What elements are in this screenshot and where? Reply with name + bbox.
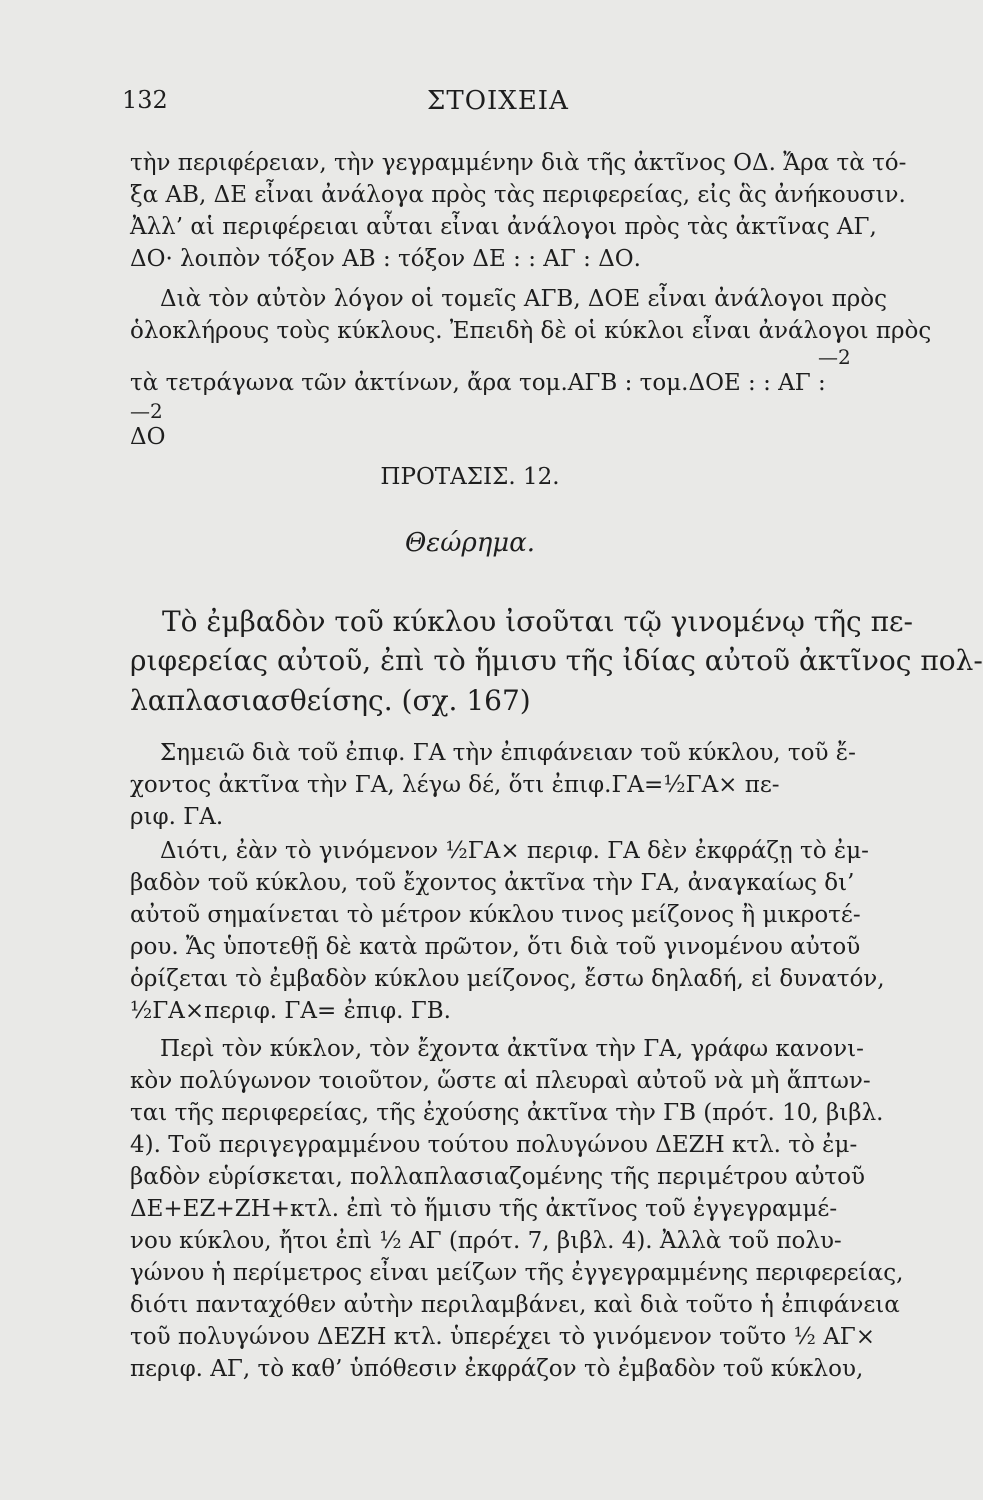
text-line: αὐτοῦ σημαίνεται τὸ μέτρον κύκλου τινος μείζονος ἢ μικροτέ- bbox=[130, 902, 861, 928]
text-line: Ἀλλ’ αἱ περιφέρειαι αὗται εἶναι ἀνάλογοι πρὸς τὰς ἀκτῖνας ΑΓ, bbox=[130, 214, 877, 240]
text-line: τοῦ πολυγώνου ΔΕΖΗ κτλ. ὑπερέχει τὸ γινόμενον τοῦτο ½ ΑΓ× bbox=[130, 1324, 876, 1350]
text-line: ὁρίζεται τὸ ἐμβαδὸν κύκλου μείζονος, ἔστω δηλαδή, εἰ δυνατόν, bbox=[130, 966, 885, 992]
text-line: ΔΟ bbox=[130, 424, 166, 450]
text-line: Διότι, ἐὰν τὸ γινόμενον ½ΓΑ× περιφ. ΓΑ δὲν ἐκφράζῃ τὸ ἐμ- bbox=[160, 838, 869, 864]
text-line: Περὶ τὸν κύκλον, τὸν ἔχοντα ἀκτῖνα τὴν ΓΑ, γράφω κανονι- bbox=[160, 1036, 864, 1062]
text-line: Διὰ τὸν αὐτὸν λόγον οἱ τομεῖς ΑΓΒ, ΔΟΕ εἶναι ἀνάλογοι πρὸς bbox=[160, 286, 888, 312]
text-line: ρου. Ἄς ὑποτεθῇ δὲ κατὰ πρῶτον, ὅτι διὰ τοῦ γινομένου αὐτοῦ bbox=[130, 934, 861, 960]
text-line: ται τῆς περιφερείας, τῆς ἐχούσης ἀκτῖνα τὴν ΓΒ (πρότ. 10, βιβλ. bbox=[130, 1100, 884, 1126]
text-line: διότι πανταχόθεν αὐτὴν περιλαμβάνει, καὶ διὰ τοῦτο ἡ ἐπιφάνεια bbox=[130, 1292, 900, 1318]
overline-mark: —2 bbox=[130, 399, 163, 423]
statement-line: ριφερείας αὐτοῦ, ἐπὶ τὸ ἥμισυ τῆς ἰδίας αὐτοῦ ἀκτῖνος πολ- bbox=[130, 644, 983, 677]
text-line: περιφ. ΑΓ, τὸ καθ’ ὑπόθεσιν ἐκφράζον τὸ ἐμβαδὸν τοῦ κύκλου, bbox=[130, 1356, 864, 1382]
text-line: 4). Τοῦ περιγεγραμμένου τούτου πολυγώνου ΔΕΖΗ κτλ. τὸ ἐμ- bbox=[130, 1132, 858, 1158]
text-line: τὴν περιφέρειαν, τὴν γεγραμμένην διὰ τῆς ἀκτῖνος ΟΔ. Ἄρα τὰ τό- bbox=[130, 150, 907, 176]
page-number: 132 bbox=[122, 86, 168, 114]
text-line: ΔΕ+ΕΖ+ΖΗ+κτλ. ἐπὶ τὸ ἥμισυ τῆς ἀκτῖνος τοῦ ἐγγεγραμμέ- bbox=[130, 1196, 838, 1222]
running-title: ΣΤΟΙΧΕΙΑ bbox=[427, 86, 569, 116]
text-line: τὰ τετράγωνα τῶν ἀκτίνων, ἄρα τομ.ΑΓΒ : τομ.ΔΟΕ : : ΑΓ : bbox=[130, 370, 826, 396]
text-line: Σημειῶ διὰ τοῦ ἐπιφ. ΓΑ τὴν ἐπιφάνειαν τοῦ κύκλου, τοῦ ἔ- bbox=[160, 740, 856, 766]
page-header bbox=[122, 86, 882, 122]
text-line: γώνου ἡ περίμετρος εἶναι μείζων τῆς ἐγγεγραμμένης περιφερείας, bbox=[130, 1260, 904, 1286]
text-line: ½ΓΑ×περιφ. ΓΑ= ἐπιφ. ΓΒ. bbox=[130, 998, 451, 1024]
text-line: βαδὸν τοῦ κύκλου, τοῦ ἔχοντος ἀκτῖνα τὴν ΓΑ, ἀναγκαίως δι’ bbox=[130, 870, 855, 896]
text-line: ὁλοκλήρους τοὺς κύκλους. Ἐπειδὴ δὲ οἱ κύκλοι εἶναι ἀνάλογοι πρὸς bbox=[130, 318, 932, 344]
statement-line: Τὸ ἐμβαδὸν τοῦ κύκλου ἰσοῦται τῷ γινομένῳ τῆς πε- bbox=[162, 605, 913, 638]
proposition-subheading: Θεώρημα. bbox=[404, 528, 536, 558]
text-line: νου κύκλου, ἤτοι ἐπὶ ½ ΑΓ (πρότ. 7, βιβλ. 4). Ἀλλὰ τοῦ πολυ- bbox=[130, 1228, 842, 1254]
text-line: ξα ΑΒ, ΔΕ εἶναι ἀνάλογα πρὸς τὰς περιφερείας, εἰς ἃς ἀνήκουσιν. bbox=[130, 182, 906, 208]
text-line: κὸν πολύγωνον τοιοῦτον, ὥστε αἱ πλευραὶ αὐτοῦ νὰ μὴ ἅπτων- bbox=[130, 1068, 871, 1094]
proposition-heading: ΠΡΟΤΑΣΙΣ. 12. bbox=[380, 464, 560, 490]
text-line: ριφ. ΓΑ. bbox=[130, 804, 224, 830]
statement-line: λαπλασιασθείσης. (σχ. 167) bbox=[130, 684, 531, 717]
overline-mark: —2 bbox=[818, 345, 851, 369]
text-line: χοντος ἀκτῖνα τὴν ΓΑ, λέγω δέ, ὅτι ἐπιφ.ΓΑ=½ΓΑ× πε- bbox=[130, 772, 780, 798]
text-line: ΔΟ· λοιπὸν τόξον ΑΒ : τόξον ΔΕ : : ΑΓ : ΔΟ. bbox=[130, 246, 641, 272]
text-line: βαδὸν εὑρίσκεται, πολλαπλασιαζομένης τῆς περιμέτρου αὐτοῦ bbox=[130, 1164, 865, 1190]
